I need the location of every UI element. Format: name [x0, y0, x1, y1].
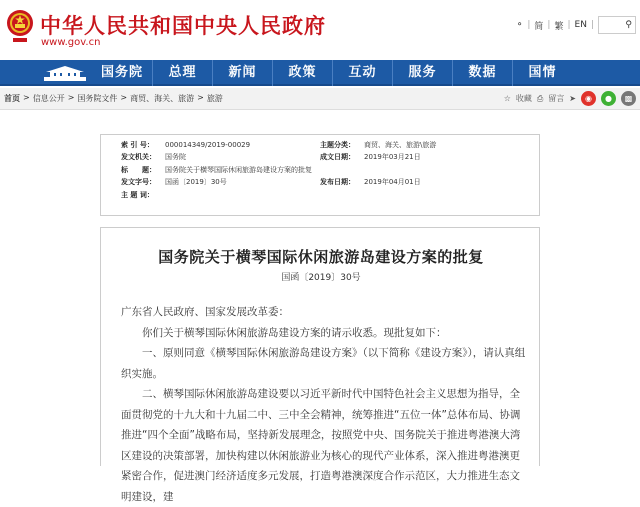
favorite-icon[interactable]: ☆	[503, 94, 511, 103]
article-title: 国务院关于横琴国际休闲旅游岛建设方案的批复	[158, 248, 484, 266]
article-paragraph: 广东省人民政府、国家发展改革委：	[121, 306, 289, 318]
breadcrumb-sep: >	[197, 93, 204, 102]
meta-row	[121, 164, 519, 176]
site-header	[0, 0, 640, 60]
tiananmen-logo-icon[interactable]	[40, 63, 90, 83]
print-label[interactable]: 留言	[548, 94, 565, 103]
meta-value: 000014349/2019-00029	[165, 141, 251, 149]
share-icon[interactable]: ➤	[569, 94, 576, 103]
nav-xinwen[interactable]: 新闻	[212, 60, 272, 86]
meta-value: 2019年04月01日	[364, 178, 421, 187]
nav-hudong[interactable]: 互动	[332, 60, 392, 86]
meta-row	[121, 151, 519, 163]
meta-value: 国务院	[165, 153, 186, 162]
meta-label: 标 题：	[121, 165, 156, 174]
meta-label: 成文日期：	[320, 153, 355, 162]
meta-label: 主题分类：	[320, 141, 355, 149]
nav-zongli[interactable]: 总理	[152, 60, 212, 86]
nav-zhengce[interactable]: 政策	[272, 60, 332, 86]
more-share-icon[interactable]: ▩	[621, 91, 636, 106]
login-icon[interactable]: ⚬	[515, 20, 524, 30]
breadcrumb-sep: >	[23, 93, 30, 102]
meta-value: 国函〔2019〕30号	[165, 178, 227, 187]
breadcrumb-xinxigongkai[interactable]: 信息公开	[32, 94, 65, 103]
meta-label: 发文字号：	[121, 178, 156, 187]
lang-english[interactable]: EN	[574, 20, 587, 30]
meta-label: 主 题 词：	[121, 190, 154, 199]
search-icon[interactable]: ⚲	[625, 20, 632, 30]
breadcrumb-lvyou[interactable]: 旅游	[206, 94, 223, 103]
meta-value: 商贸、海关、旅游\旅游	[364, 141, 437, 149]
meta-row	[121, 189, 519, 201]
meta-row	[121, 139, 519, 151]
breadcrumb-bar	[0, 88, 640, 110]
lang-traditional[interactable]: 繁	[554, 21, 564, 32]
breadcrumb-wenjian[interactable]: 国务院文件	[77, 94, 118, 103]
document-meta-table	[100, 134, 540, 216]
article-paragraph: 二、横琴国际休闲旅游岛建设要以习近平新时代中国特色社会主义思想为指导，全面贯彻党的十九大和十九届二中、三中全会精神，统筹推进“五位一体”总体布局、协调推进“四个全面”战略布局，坚持新发展理念，按照党中央、国务院关于推进粤港澳大湾区建设的决策部署，加快构建以休闲旅游业为核心的现代产业体系，深入推进粤港澳更紧密合作，促进澳门经济适度多元发展，打造粤港澳深度合作示范区，大力推进生态文明建设，建	[121, 388, 521, 503]
nav-guoqing[interactable]: 国情	[512, 60, 572, 86]
article-doc-number: 国函〔2019〕30号	[281, 273, 361, 283]
top-links: ⚬ | 简 | 繁 | EN | ⚲	[516, 16, 636, 34]
article	[100, 227, 540, 503]
nav-guowuyuan[interactable]: 国务院	[100, 65, 143, 80]
weibo-icon[interactable]: ◉	[581, 91, 596, 106]
breadcrumb-sep: >	[67, 93, 75, 102]
favorite-label[interactable]: 收藏	[515, 94, 532, 103]
article-paragraph: 你们关于横琴国际休闲旅游岛建设方案的请示收悉。现批复如下：	[142, 326, 447, 339]
meta-row	[121, 176, 519, 188]
nav-shuju[interactable]: 数据	[452, 60, 512, 86]
main-nav	[0, 60, 640, 86]
breadcrumb-shangmao[interactable]: 商贸、海关、旅游	[130, 94, 195, 103]
article-paragraph: 一、原则同意《横琴国际休闲旅游岛建设方案》（以下简称《建设方案》），请认真组织实施。	[121, 347, 526, 380]
wechat-icon[interactable]: ●	[601, 91, 616, 106]
meta-label: 发文机关：	[121, 153, 156, 162]
meta-value: 2019年03月21日	[364, 153, 421, 162]
site-url: www.gov.cn	[41, 37, 101, 48]
meta-value	[165, 189, 320, 201]
article-body	[121, 302, 526, 507]
meta-label: 发布日期：	[320, 178, 355, 187]
page-tools	[504, 91, 636, 106]
breadcrumb-sep: >	[120, 93, 128, 102]
search-box[interactable]	[598, 16, 636, 34]
nav-fuwu[interactable]: 服务	[392, 60, 452, 86]
breadcrumb-home[interactable]: 首页	[4, 94, 20, 103]
breadcrumb	[4, 93, 223, 104]
meta-label: 索 引 号：	[121, 141, 154, 149]
site-title[interactable]: 中华人民共和国中央人民政府	[40, 14, 326, 38]
lang-simplified[interactable]: 简	[534, 21, 544, 32]
meta-value: 国务院关于横琴国际休闲旅游岛建设方案的批复	[165, 165, 312, 174]
print-icon[interactable]: ⎙	[536, 93, 544, 103]
national-emblem-icon[interactable]	[6, 8, 34, 44]
